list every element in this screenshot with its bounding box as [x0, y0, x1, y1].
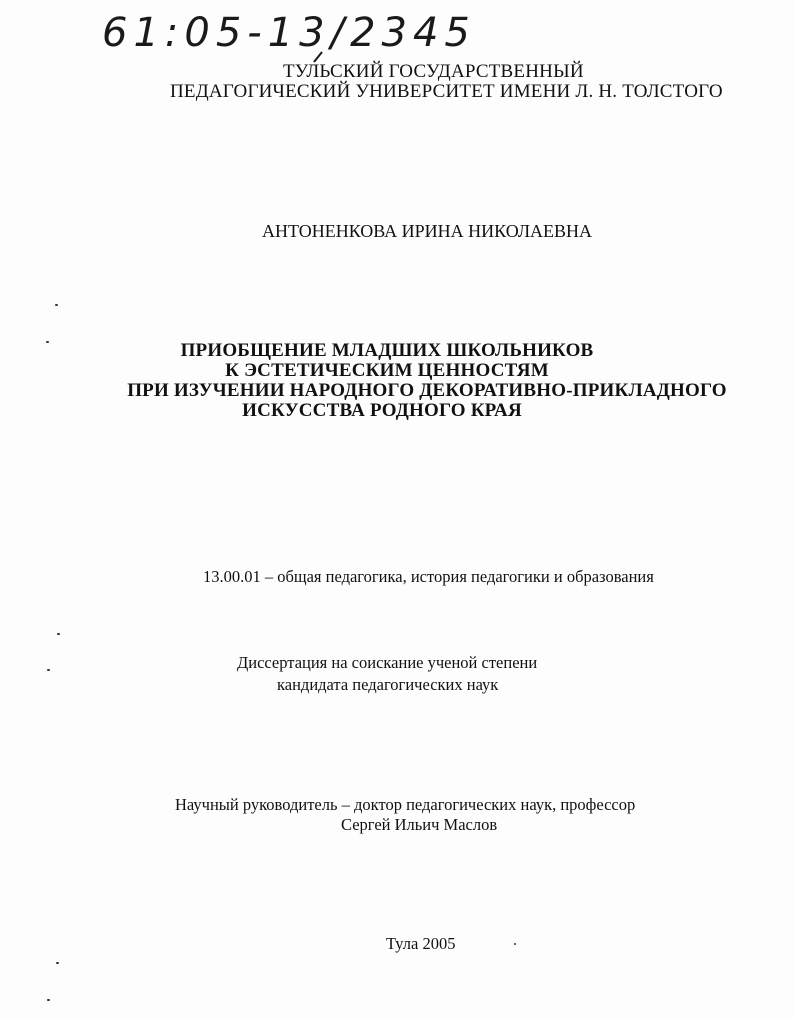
scan-speck — [47, 669, 50, 671]
handwritten-code-text: 61:05-13/2345 — [102, 10, 476, 56]
scan-speck — [55, 304, 58, 306]
scan-speck — [57, 633, 60, 635]
scan-speck — [56, 962, 59, 964]
scan-speck — [46, 341, 49, 343]
city-and-year: Тула 2005 — [386, 934, 456, 953]
thesis-title-line2: К ЭСТЕТИЧЕСКИМ ЦЕННОСТЯМ — [225, 360, 549, 381]
university-name-line1: ТУЛЬСКИЙ ГОСУДАРСТВЕННЫЙ — [283, 61, 584, 82]
thesis-title-line3: ПРИ ИЗУЧЕНИИ НАРОДНОГО ДЕКОРАТИВНО-ПРИКЛАДНОГО — [127, 380, 727, 401]
scan-speck — [47, 999, 50, 1001]
degree-statement-line2: кандидата педагогических наук — [277, 675, 499, 694]
author-name: АНТОНЕНКОВА ИРИНА НИКОЛАЕВНА — [262, 221, 593, 241]
specialty-code: 13.00.01 – общая педагогика, история педагогики и образования — [203, 567, 654, 586]
handwritten-archive-code — [100, 2, 500, 64]
degree-statement-line1: Диссертация на соискание ученой степени — [237, 653, 538, 672]
thesis-title-line4: ИСКУССТВА РОДНОГО КРАЯ — [242, 400, 522, 421]
scientific-advisor-title: Научный руководитель – доктор педагогических наук, профессор — [175, 795, 636, 814]
scientific-advisor-name: Сергей Ильич Маслов — [341, 815, 498, 834]
university-name-line2: ПЕДАГОГИЧЕСКИЙ УНИВЕРСИТЕТ ИМЕНИ Л. Н. ТОЛСТОГО — [170, 81, 723, 102]
scan-speck — [514, 943, 516, 945]
thesis-title-line1: ПРИОБЩЕНИЕ МЛАДШИХ ШКОЛЬНИКОВ — [180, 340, 594, 361]
